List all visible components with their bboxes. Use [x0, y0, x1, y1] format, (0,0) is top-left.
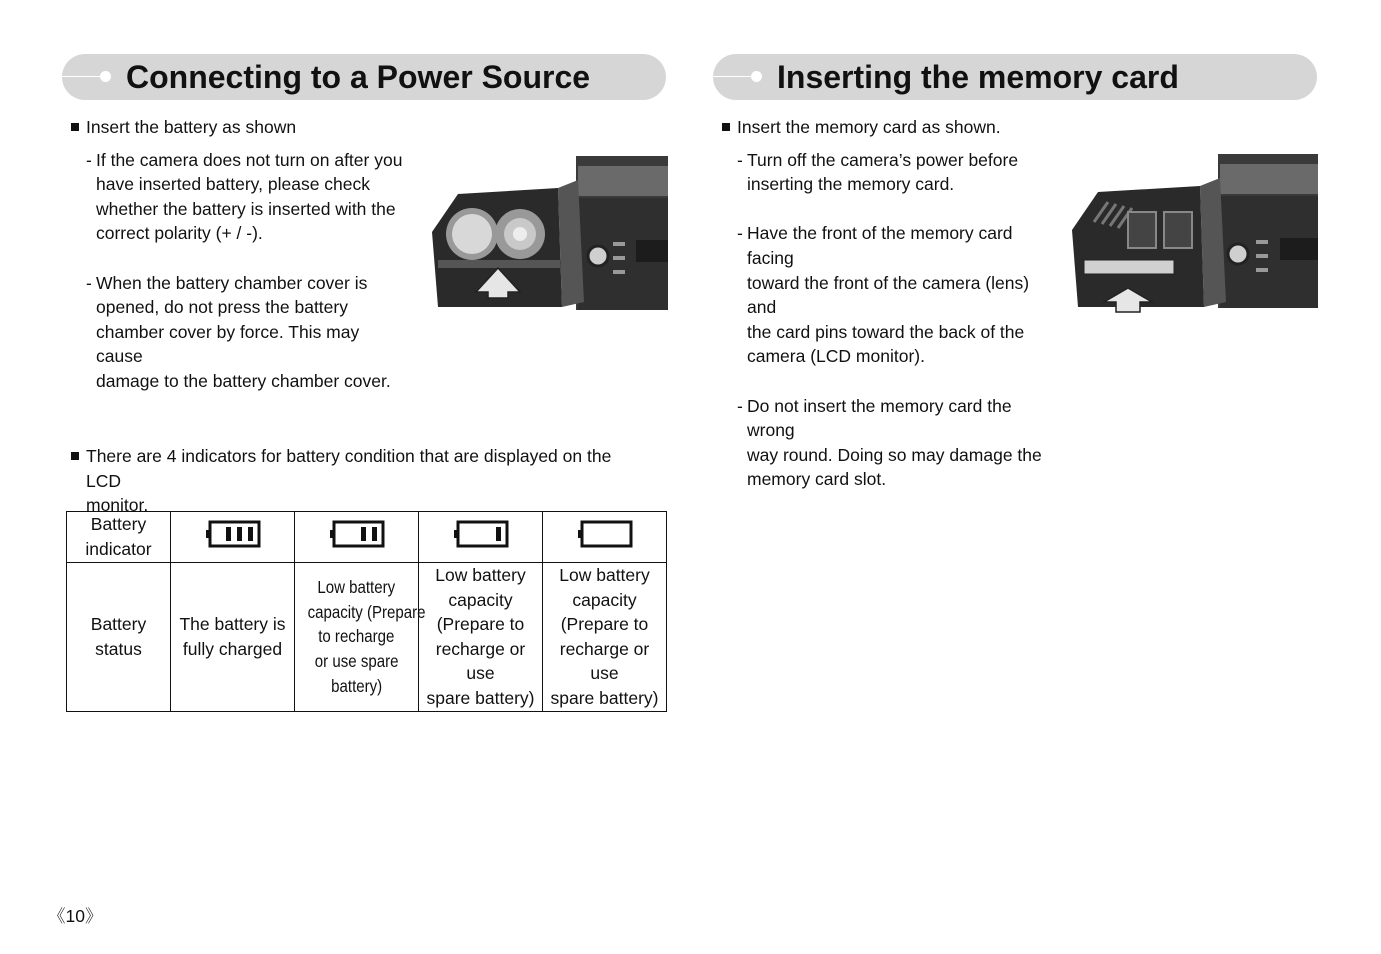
header-dot-decoration — [751, 71, 762, 82]
battery-level-bar — [226, 527, 231, 541]
note-polarity: - If the camera does not turn on after you have inserted battery, please check whether the battery is inserted with the correct polarity (+ / -). — [86, 149, 403, 244]
battery-level-bar — [248, 527, 253, 541]
battery-level-bar — [361, 527, 366, 541]
note-card-orientation: - Have the front of the memory card facing toward the front of the camera (lens) and the card pins toward the back of the camera (LCD monitor). — [737, 223, 1030, 367]
section-header-power — [62, 54, 666, 100]
battery-one-bar-icon — [453, 519, 509, 549]
indicator-cell — [419, 512, 543, 563]
battery-terminal — [454, 530, 459, 538]
header-line-decoration — [713, 76, 753, 77]
battery-two-bars-icon — [329, 519, 385, 549]
status-cell: Low battery capacity (Prepare to recharge or use spare battery) — [295, 563, 419, 712]
battery-body — [582, 522, 631, 546]
bullet-insert-battery: Insert the battery as shown — [68, 115, 408, 140]
note-chamber-cover: - When the battery chamber cover is opened, do not press the battery chamber cover by force. This may cause damage to the battery chamber cover. — [86, 272, 391, 391]
battery-level-bar — [496, 527, 501, 541]
battery-terminal — [330, 530, 335, 538]
battery-full-icon — [205, 519, 261, 549]
status-header-cell: Battery status — [67, 563, 171, 712]
bullet-square-icon — [722, 123, 730, 131]
indicator-header-cell: Battery indicator — [67, 512, 171, 563]
note-power-off: - Turn off the camera’s power before inserting the memory card. — [737, 149, 1019, 195]
bullet-square-icon — [71, 123, 79, 131]
indicator-cell — [543, 512, 667, 563]
status-cell: Low battery capacity (Prepare to recharge or use spare battery) — [419, 563, 543, 712]
battery-indicator-table — [66, 511, 667, 712]
indicator-cell — [295, 512, 419, 563]
bullet-insert-card: Insert the memory card as shown. — [719, 115, 1059, 140]
battery-terminal — [578, 530, 583, 538]
section-title-power: Connecting to a Power Source — [126, 59, 591, 95]
battery-level-bar — [237, 527, 242, 541]
section-header-memory — [713, 54, 1317, 100]
status-cell: The battery is fully charged — [171, 563, 295, 712]
table-row — [67, 512, 667, 563]
page-number: 《10》 — [48, 906, 103, 926]
battery-indicator-note: There are 4 indicators for battery condition that are displayed on the LCD monitor. — [68, 444, 648, 518]
status-cell: Low battery capacity (Prepare to recharge or use spare battery) — [543, 563, 667, 712]
memory-card-instructions — [719, 115, 1059, 492]
power-instructions — [68, 115, 408, 394]
header-line-decoration — [62, 76, 102, 77]
indicator-cell — [171, 512, 295, 563]
battery-empty-icon — [577, 519, 633, 549]
table-row — [67, 563, 667, 712]
section-title-memory: Inserting the memory card — [777, 59, 1179, 95]
battery-insertion-illustration — [428, 152, 668, 314]
memory-card-insertion-illustration — [1068, 152, 1318, 318]
bullet-square-icon — [71, 452, 79, 460]
battery-terminal — [206, 530, 211, 538]
header-dot-decoration — [100, 71, 111, 82]
note-wrong-way: - Do not insert the memory card the wrong way round. Doing so may damage the memory card slot. — [737, 395, 1042, 490]
battery-level-bar — [372, 527, 377, 541]
